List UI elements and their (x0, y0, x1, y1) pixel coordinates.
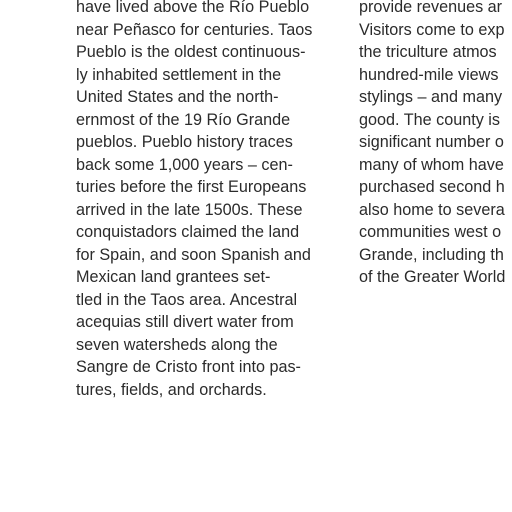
text-line: good. The county is (359, 110, 500, 129)
left-text-column (76, 0, 312, 401)
text-line: communities west o (359, 223, 502, 241)
text-line: acequias still divert water from (76, 313, 294, 331)
text-line: hundred-mile views (359, 65, 499, 84)
text-line: purchased second h (359, 178, 505, 196)
text-line: pueblos. Pueblo history traces (76, 133, 293, 151)
text-line: Pueblo is the oldest continuous- (76, 43, 306, 61)
text-line: Visitors come to exp (359, 20, 505, 39)
text-line: stylings – and many (359, 88, 503, 106)
text-line: Mexican land grantees set- (76, 268, 271, 286)
text-line: provide revenues ar (359, 0, 503, 16)
text-line: tled in the Taos area. Ancestral (76, 290, 298, 309)
text-line: conquistadors claimed the land (76, 223, 300, 241)
text-line: of the Greater World (359, 268, 506, 286)
text-line: for Spain, and soon Spanish and (76, 245, 311, 264)
text-line: significant number o (359, 133, 504, 151)
text-line: Grande, including th (359, 245, 504, 264)
right-text-column (359, 0, 505, 289)
text-line: many of whom have (359, 155, 504, 174)
text-line: back some 1,000 years – cen- (76, 155, 293, 174)
text-line: have lived above the Río Pueblo (76, 0, 310, 16)
text-line: ly inhabited settlement in the (76, 65, 282, 84)
text-line: United States and the north- (76, 88, 279, 106)
text-line: near Peñasco for centuries. Taos (76, 20, 313, 39)
text-line: ernmost of the 19 Río Grande (76, 110, 291, 129)
text-line: turies before the first Europeans (76, 178, 307, 196)
text-line: tures, fields, and orchards. (76, 380, 267, 399)
text-line: seven watersheds along the (76, 335, 278, 354)
text-line: arrived in the late 1500s. These (76, 200, 303, 219)
text-line: also home to severa (359, 200, 505, 219)
text-line: Sangre de Cristo front into pas- (76, 358, 301, 376)
text-line: the triculture atmos (359, 43, 497, 61)
